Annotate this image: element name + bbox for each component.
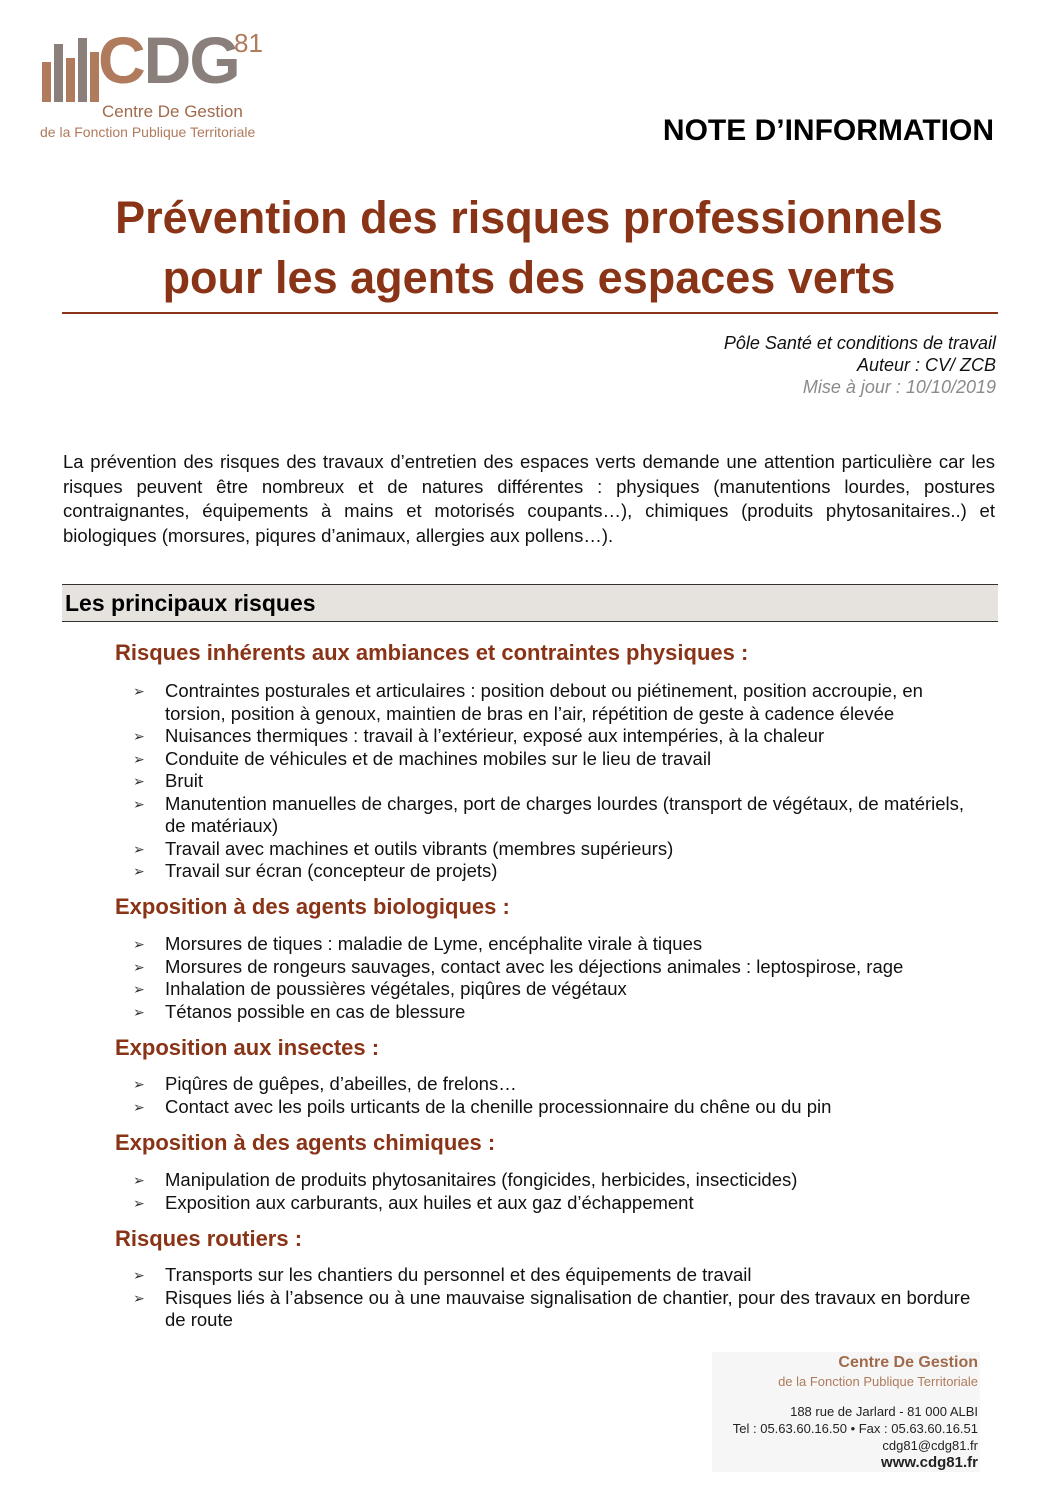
meta-updated: Mise à jour : 10/10/2019 (802, 377, 996, 397)
cdg81-logo (38, 23, 263, 142)
logo-number: 81 (234, 28, 263, 58)
footer-address: 188 rue de Jarlard - 81 000 ALBI (790, 1404, 978, 1419)
list-item: ➢ Manutention manuelles de charges, port de charges lourdes (transport de végétaux, de matériels, de matériaux) (133, 792, 965, 836)
arrowhead-bullet-icon: ➢ (133, 795, 145, 812)
list-item: ➢ Morsures de rongeurs sauvages, contact avec les déjections animales : leptospirose, rage (133, 955, 904, 977)
page-title (60, 188, 998, 308)
arrowhead-bullet-icon: ➢ (133, 840, 145, 857)
list-item: ➢ Inhalation de poussières végétales, piqûres de végétaux (133, 978, 627, 999)
arrowhead-bullet-icon: ➢ (133, 936, 145, 952)
group-heading-chemical: Exposition à des agents chimiques : (115, 1130, 496, 1155)
meta-author: Auteur : CV/ ZCB (856, 355, 996, 375)
risk-list-insects (133, 1073, 983, 1118)
list-item: ➢ Travail sur écran (concepteur de projets) (133, 860, 498, 881)
list-item: ➢ Manipulation de produits phytosanitaires (fongicides, herbicides, insecticides) (133, 1169, 798, 1190)
risk-list-chemical (133, 1169, 983, 1214)
meta-pole: Pôle Santé et conditions de travail (723, 333, 996, 353)
list-item: ➢ Nuisances thermiques : travail à l’extérieur, exposé aux intempéries, à la chaleur (133, 725, 825, 746)
list-item: ➢ Tétanos possible en cas de blessure (133, 1000, 466, 1022)
list-item: ➢ Transports sur les chantiers du personnel et des équipements de travail (133, 1264, 752, 1285)
arrowhead-bullet-icon: ➢ (133, 958, 145, 975)
title-line-1: Prévention des risques professionnels (115, 192, 943, 243)
logo-line1: Centre De Gestion (102, 102, 243, 121)
group-heading-road: Risques routiers : (115, 1226, 303, 1251)
list-item: ➢ Risques liés à l’absence ou à une mauvaise signalisation de chantier, pour des travaux en bordure de route (133, 1286, 971, 1330)
list-item: ➢ Morsures de tiques : maladie de Lyme, encéphalite virale à tiques (133, 933, 703, 954)
list-item: ➢ Piqûres de guêpes, d’abeilles, de frelons… (133, 1073, 517, 1094)
arrowhead-bullet-icon: ➢ (133, 1267, 145, 1283)
list-item: ➢ Exposition aux carburants, aux huiles et aux gaz d’échappement (133, 1191, 694, 1213)
footer-org-sub: de la Fonction Publique Territoriale (778, 1374, 978, 1389)
section-title: Les principaux risques (65, 590, 316, 616)
arrowhead-bullet-icon: ➢ (133, 728, 145, 744)
section-header (62, 584, 998, 622)
group-heading-insects: Exposition aux insectes : (115, 1035, 380, 1060)
footer-org: Centre De Gestion (838, 1354, 978, 1371)
list-item: ➢ Conduite de véhicules et de machines mobiles sur le lieu de travail (133, 747, 712, 769)
arrowhead-bullet-icon: ➢ (133, 1003, 145, 1020)
arrowhead-bullet-icon: ➢ (133, 1172, 145, 1188)
title-divider (62, 312, 998, 314)
arrowhead-bullet-icon: ➢ (133, 1076, 145, 1092)
arrowhead-bullet-icon: ➢ (133, 750, 145, 767)
footer-contact-block (712, 1352, 980, 1472)
arrowhead-bullet-icon: ➢ (133, 1098, 145, 1115)
logo-line2: de la Fonction Publique Territoriale (40, 124, 256, 140)
arrowhead-bullet-icon: ➢ (133, 981, 145, 997)
list-item: ➢ Travail avec machines et outils vibrants (membres supérieurs) (133, 837, 674, 859)
risk-list-physical (133, 680, 983, 883)
list-item: ➢ Contraintes posturales et articulaires : position debout ou piétinement, position accroupie, en torsion, position à genoux, maintien de bras en l’air, répétition de geste à cadence élevée (133, 680, 923, 724)
intro-paragraph: La prévention des risques des travaux d’entretien des espaces verts demande une attention particulière car les risques peuvent être nombreux et de natures différentes : physiques (manutentions lourdes, postures contraignantes, équipements à mains et motorisés coupants…), chimiques (produits phytosanitaires..) et biologiques (morsures, piqures d’animaux, allergies aux pollens…). (63, 451, 995, 546)
group-heading-biological: Exposition à des agents biologiques : (115, 894, 510, 919)
footer-phone: Tel : 05.63.60.16.50 • Fax : 05.63.60.16.51 (732, 1421, 978, 1436)
logo-bars-icon (40, 32, 100, 102)
list-item: ➢ Bruit (133, 770, 204, 791)
arrowhead-bullet-icon: ➢ (133, 863, 145, 879)
arrowhead-bullet-icon: ➢ (133, 683, 145, 699)
logo-letters: CDG (98, 23, 239, 97)
risk-list-biological (133, 933, 983, 1023)
arrowhead-bullet-icon: ➢ (133, 1289, 145, 1306)
list-item: ➢ Contact avec les poils urticants de la chenille processionnaire du chêne ou du pin (133, 1095, 832, 1117)
footer-email[interactable]: cdg81@cdg81.fr (882, 1438, 978, 1453)
footer-website[interactable]: www.cdg81.fr (881, 1454, 978, 1471)
title-line-2: pour les agents des espaces verts (162, 252, 896, 303)
risk-list-road (133, 1264, 983, 1332)
arrowhead-bullet-icon: ➢ (133, 773, 145, 789)
note-label: NOTE D’INFORMATION (662, 114, 994, 147)
group-heading-physical: Risques inhérents aux ambiances et contraintes physiques : (115, 640, 749, 665)
arrowhead-bullet-icon: ➢ (133, 1194, 145, 1211)
document-meta (724, 332, 996, 398)
